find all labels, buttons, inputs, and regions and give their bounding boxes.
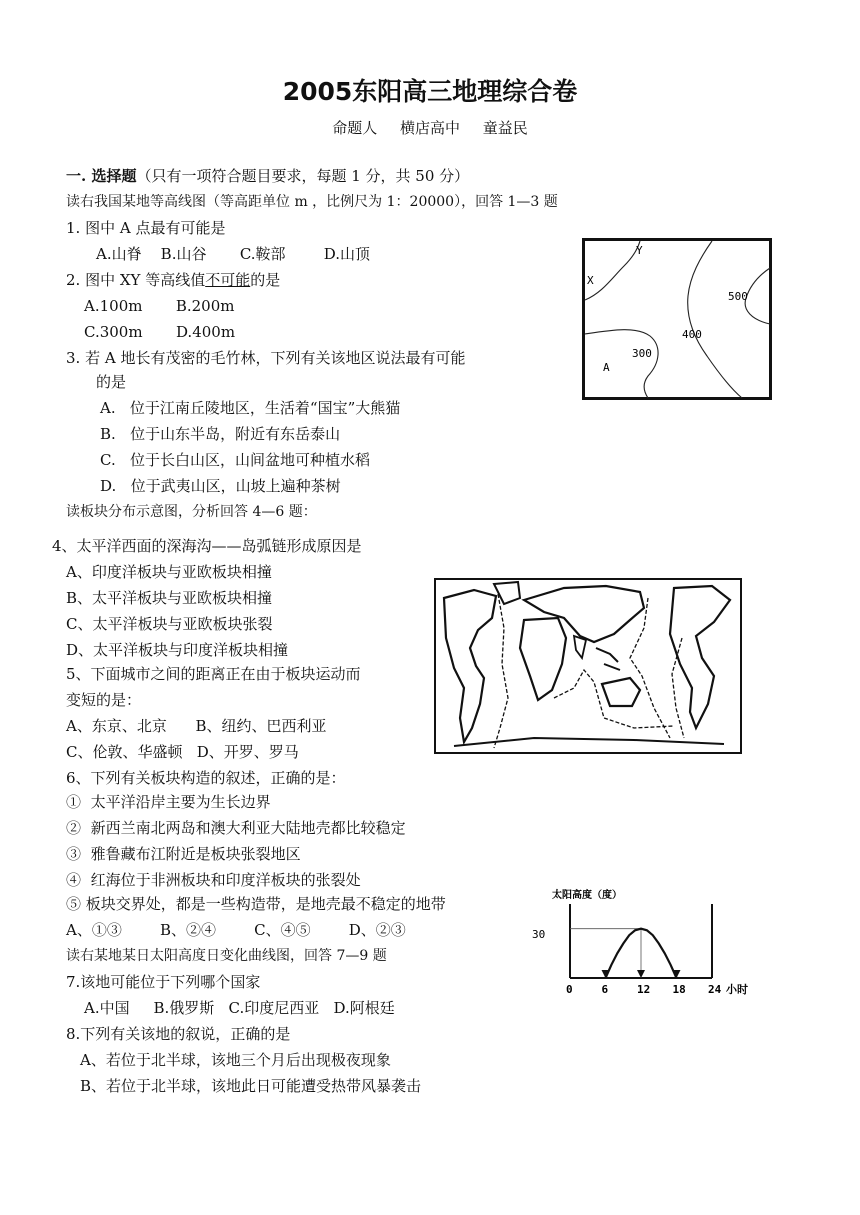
chart-xtick-24: 24 — [708, 983, 722, 996]
q6-options: A、①③ B、②④ C、④⑤ D、②③ — [66, 921, 406, 939]
chart-xtick-12: 12 — [637, 983, 651, 996]
q3-option-d: D. 位于武夷山区，山坡上遍种茶树 — [100, 477, 341, 495]
chart-ylabel: 太阳高度（度） — [552, 890, 622, 901]
contour-label-300: 300 — [632, 347, 652, 360]
section-heading — [66, 166, 469, 186]
q8-option-a: A、若位于北半球，该地三个月后出现极夜现象 — [80, 1051, 391, 1069]
plate-map — [434, 578, 742, 758]
q6-stem: 6、下列有关板块构造的叙述，正确的是： — [66, 769, 346, 787]
chart-xtick-6: 6 — [601, 983, 609, 996]
chart-ytick-30: 30 — [532, 928, 546, 941]
q1-stem: 1. 图中 A 点最有可能是 — [66, 219, 226, 237]
author-name: 童益民 — [482, 119, 528, 137]
contour-label-y: Y — [636, 244, 643, 257]
q6-item-5-text: 板块交界处，都是一些构造带，是地壳最不稳定的地带 — [85, 895, 446, 913]
contour-label-x: X — [587, 274, 594, 287]
q6-item-4 — [66, 870, 361, 890]
q3-option-b: B. 位于山东半岛，附近有东岳泰山 — [100, 425, 341, 443]
contour-label-500: 500 — [728, 290, 748, 303]
q4-option-b: B、太平洋板块与亚欧板块相撞 — [66, 589, 273, 607]
q1-options: A.山脊 B.山谷 C.鞍部 D.山顶 — [96, 245, 370, 263]
q4-option-a: A、印度洋板块与亚欧板块相撞 — [66, 563, 272, 581]
q3-stem-cont: 的是 — [96, 373, 127, 391]
q7-stem: 7.该地可能位于下列哪个国家 — [66, 973, 261, 991]
intro-plates: 读板块分布示意图，分析回答 4—6 题： — [66, 504, 317, 520]
q2-stem-post: 的是 — [250, 271, 281, 289]
q6-item-4-text: 红海位于非洲板块和印度洋板块的张裂处 — [90, 871, 361, 889]
author-line — [0, 117, 860, 138]
section-desc: （只有一项符合题目要求，每题 1 分，共 50 分） — [136, 167, 470, 185]
section-title: 一. 选择题 — [66, 167, 137, 185]
intro-contour: 读右我国某地等高线图（等高距单位 m ，比例尺为 1：20000），回答 1—3 题 — [66, 194, 558, 210]
page-title: 2005东阳高三地理综合卷 — [282, 77, 578, 106]
q2-options-row1: A.100m B.200m — [84, 297, 235, 315]
sun-altitude-chart — [530, 880, 760, 1004]
q4-stem: 4、太平洋西面的深海沟——岛弧链形成原因是 — [52, 537, 362, 555]
q6-item-2-text: 新西兰南北两岛和澳大利亚大陆地壳都比较稳定 — [90, 819, 406, 837]
chart-xlabel: 小时 — [726, 983, 748, 996]
q4-option-d: D、太平洋板块与印度洋板块相撞 — [66, 641, 289, 659]
q5-stem-cont: 变短的是： — [66, 691, 142, 709]
author-school: 横店高中 — [399, 119, 460, 137]
q2-stem — [66, 270, 280, 290]
q6-item-2 — [66, 818, 406, 838]
author-role: 命题人 — [332, 119, 378, 137]
q2-stem-underlined: 不可能 — [205, 271, 251, 289]
q6-item-1-mark: ① — [66, 793, 82, 811]
contour-label-400: 400 — [682, 328, 702, 341]
q7-options: A.中国 B.俄罗斯 C.印度尼西亚 D.阿根廷 — [84, 999, 395, 1017]
q6-item-3 — [66, 844, 301, 864]
q5-options-row1: A、东京、北京 B、纽约、巴西利亚 — [66, 717, 327, 735]
contour-label-a: A — [603, 361, 610, 374]
q4-option-c: C、太平洋板块与亚欧板块张裂 — [66, 615, 273, 633]
q8-option-b: B、若位于北半球，该地此日可能遭受热带风暴袭击 — [80, 1077, 422, 1095]
q2-stem-pre: 2. 图中 XY 等高线值 — [66, 271, 206, 289]
q3-option-a: A. 位于江南丘陵地区，生活着“国宝”大熊猫 — [100, 399, 401, 417]
contour-map — [582, 238, 772, 404]
chart-xtick-18: 18 — [672, 983, 686, 996]
q6-item-3-text: 雅鲁藏布江附近是板块张裂地区 — [90, 845, 301, 863]
contour-map-frame — [584, 240, 771, 399]
q6-item-3-mark: ③ — [66, 845, 82, 863]
chart-xtick-0: 0 — [566, 983, 573, 996]
q5-options-row2: C、伦敦、华盛顿 D、开罗、罗马 — [66, 743, 299, 761]
q6-item-5-mark: ⑤ — [66, 895, 82, 913]
q3-option-c: C. 位于长白山区，山间盆地可种植水稻 — [100, 451, 371, 469]
chart-arrow-noon — [637, 970, 645, 978]
q6-item-2-mark: ② — [66, 819, 82, 837]
q2-options-row2: C.300m D.400m — [84, 323, 236, 341]
q3-stem: 3. 若 A 地长有茂密的毛竹林，下列有关该地区说法最有可能 — [66, 349, 466, 367]
q8-stem: 8.下列有关该地的叙说，正确的是 — [66, 1025, 291, 1043]
q6-item-5 — [66, 894, 446, 914]
q6-item-4-mark: ④ — [66, 871, 82, 889]
q6-item-1-text: 太平洋沿岸主要为生长边界 — [90, 793, 271, 811]
q5-stem: 5、下面城市之间的距离正在由于板块运动而 — [66, 665, 361, 683]
intro-sun-altitude: 读右某地某日太阳高度日变化曲线图，回答 7—9 题 — [66, 948, 387, 964]
q6-item-1 — [66, 792, 271, 812]
